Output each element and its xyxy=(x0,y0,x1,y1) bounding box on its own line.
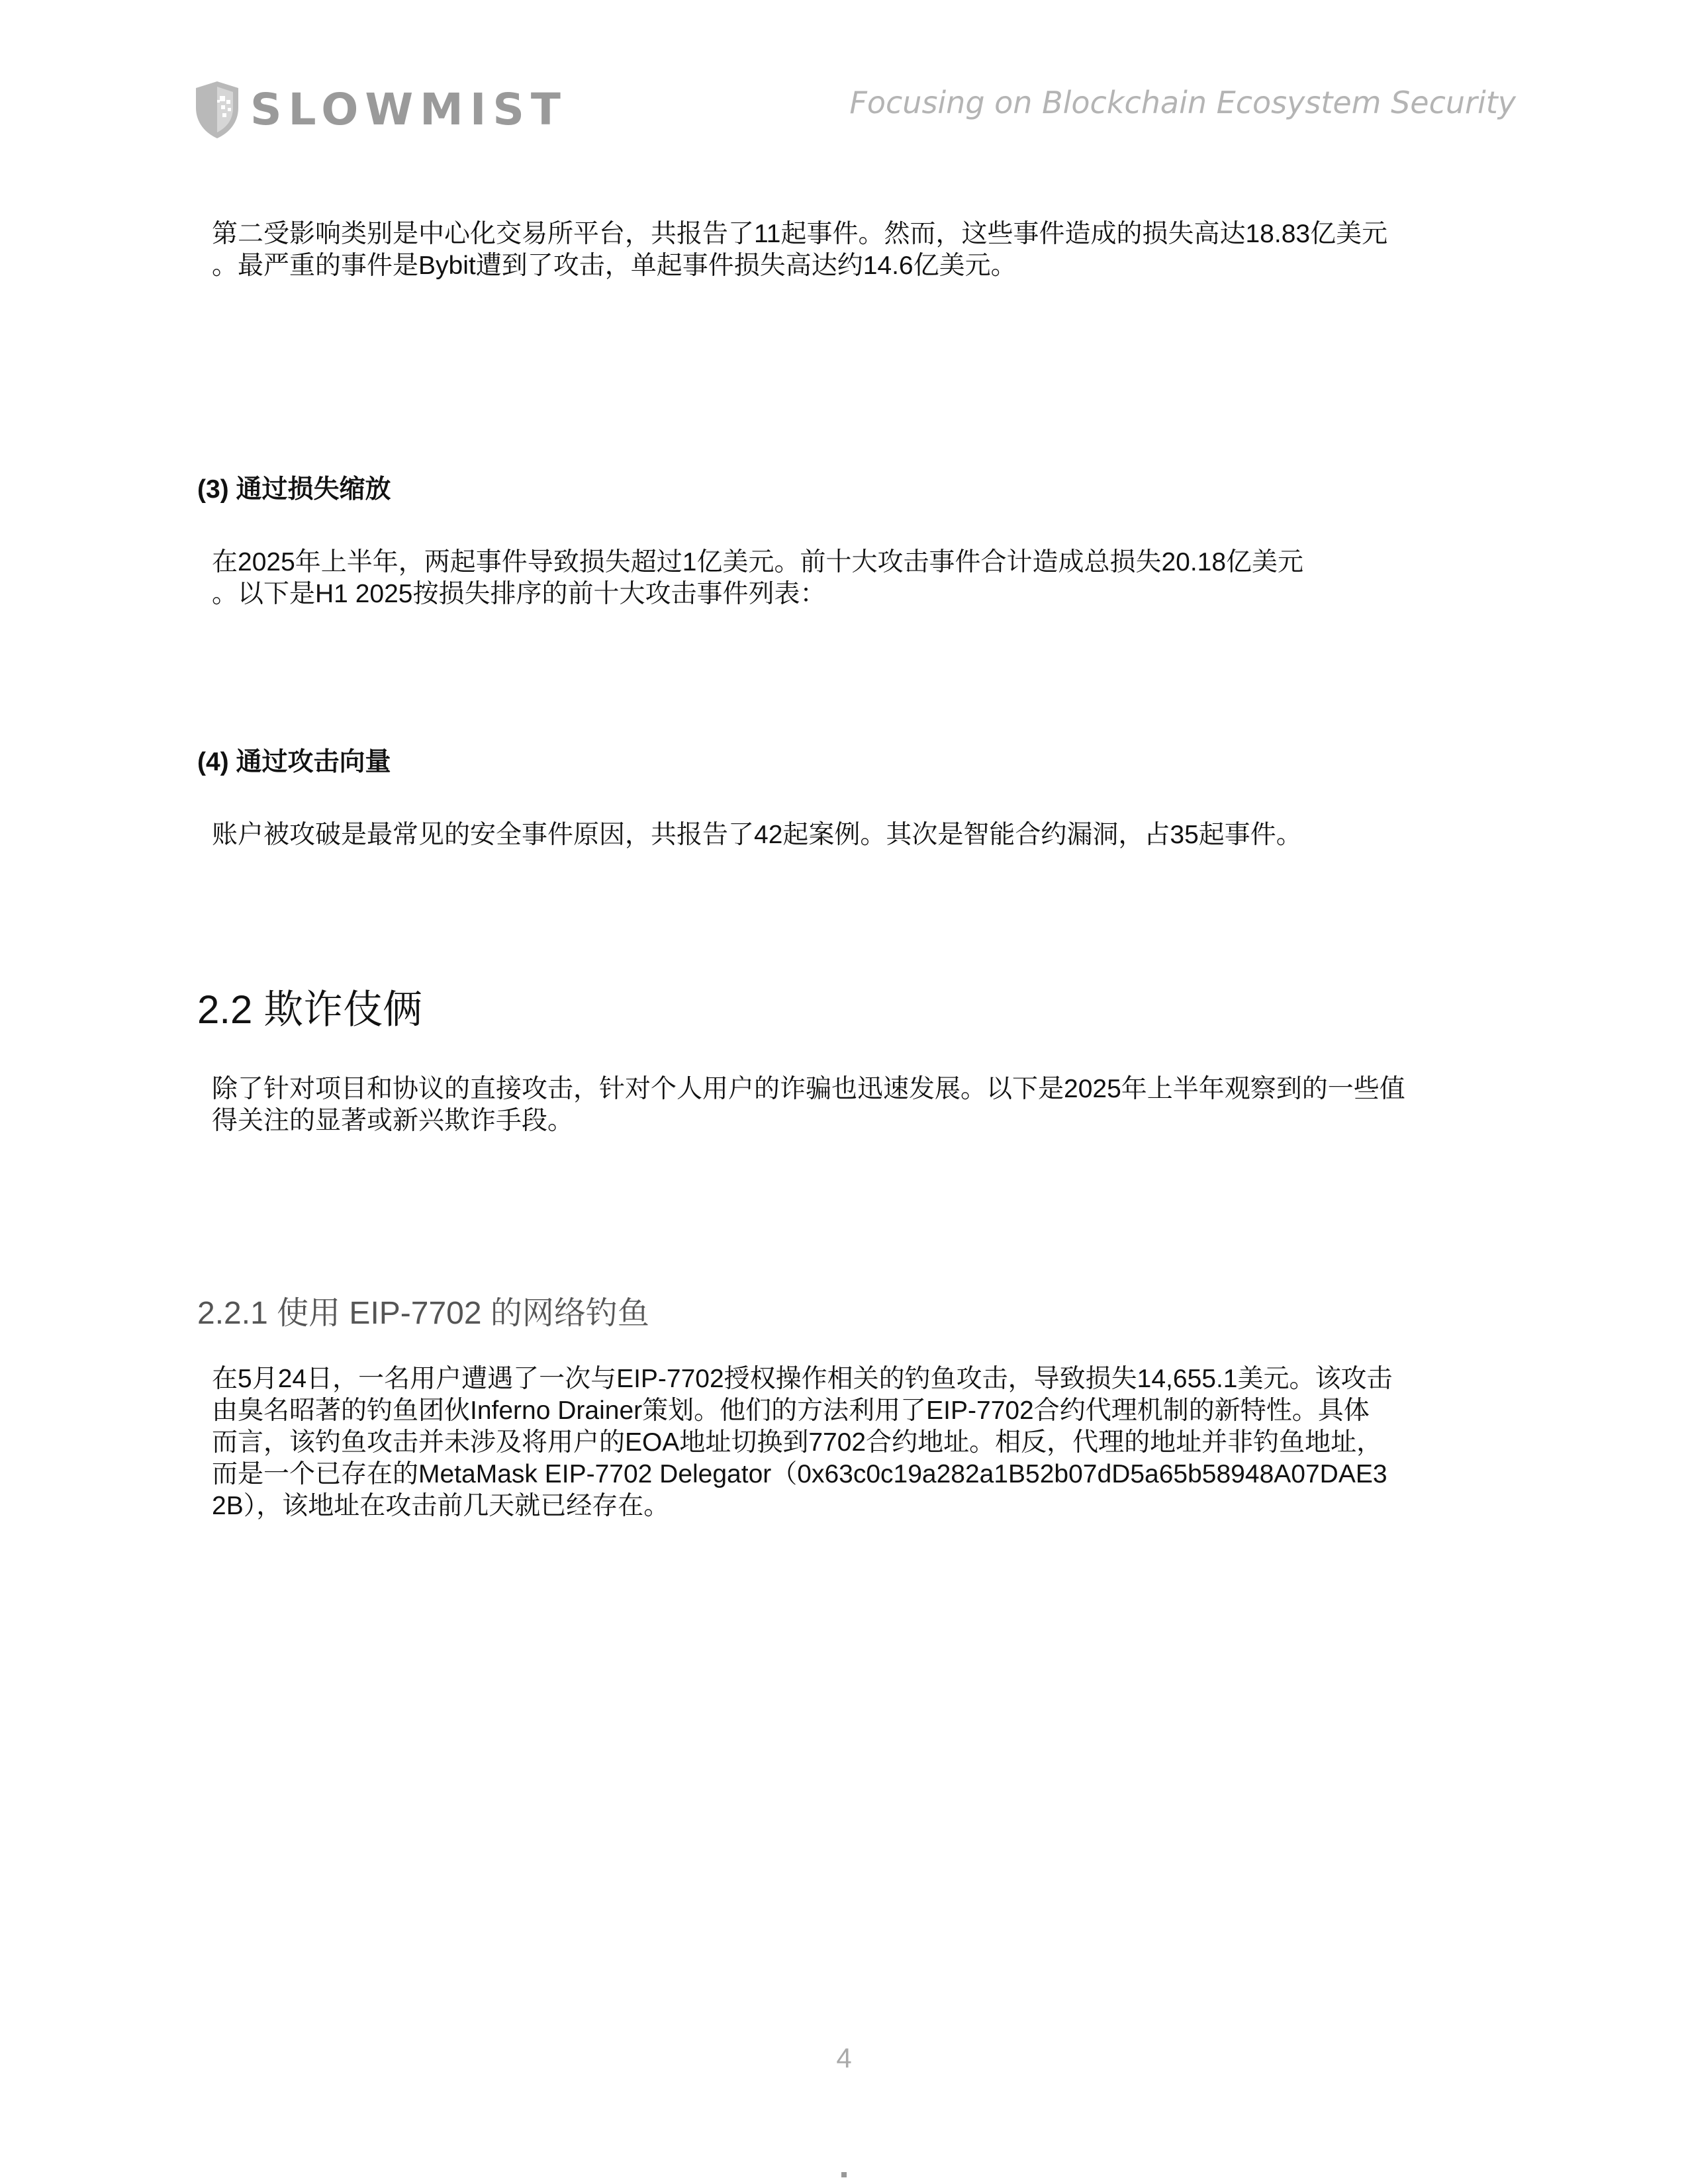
section-heading-by-attack-vector: (4) 通过攻击向量 xyxy=(197,748,391,776)
section-heading-by-loss-scale: (3) 通过损失缩放 xyxy=(197,475,391,504)
text-line: 得关注的显著或新兴欺诈手段。 xyxy=(212,1107,574,1135)
text-line: 账户被攻破是最常见的安全事件原因，共报告了42起案例。其次是智能合约漏洞，占35起事件。 xyxy=(212,821,1302,849)
paragraph-exchange-losses xyxy=(212,218,1470,282)
text-line: 。最严重的事件是Bybit遭到了攻击，单起事件损失高达约14.6亿美元。 xyxy=(212,251,1017,280)
paragraph-fraud-tactics xyxy=(212,1073,1470,1137)
shield-logo-icon xyxy=(193,80,241,140)
text-line: 2B），该地址在攻击前几天就已经存在。 xyxy=(212,1492,670,1520)
text-line: 。以下是H1 2025按损失排序的前十大攻击事件列表： xyxy=(212,580,826,608)
section-heading-fraud-tactics: 2.2 欺诈伎俩 xyxy=(197,987,423,1032)
text-line: 在2025年上半年，两起事件导致损失超过1亿美元。前十大攻击事件合计造成总损失20.18亿美元 xyxy=(212,548,1304,576)
slowmist-logo xyxy=(193,78,567,142)
text-line: 由臭名昭著的钓鱼团伙Inferno Drainer策划。他们的方法利用了EIP-7702合约代理机制的新特性。具体 xyxy=(212,1396,1370,1425)
page-number: 4 xyxy=(836,2042,852,2073)
header-tagline: Focusing on Blockchain Ecosystem Security xyxy=(849,85,1516,120)
paragraph-eip7702-phishing xyxy=(212,1363,1470,1522)
text-line: 而是一个已存在的MetaMask EIP-7702 Delegator（0x63c0c19a282a1B52b07dD5a65b58948A07DAE3 xyxy=(212,1460,1387,1488)
footer-dot xyxy=(841,2172,847,2177)
text-line: 除了针对项目和协议的直接攻击，针对个人用户的诈骗也迅速发展。以下是2025年上半年观察到的一些值 xyxy=(212,1075,1405,1103)
section-heading-eip7702-phishing: 2.2.1 使用 EIP-7702 的网络钓鱼 xyxy=(197,1296,649,1331)
text-line: 而言，该钓鱼攻击并未涉及将用户的EOA地址切换到7702合约地址。相反，代理的地址并非钓鱼地址， xyxy=(212,1428,1383,1457)
text-line: 在5月24日，一名用户遭遇了一次与EIP-7702授权操作相关的钓鱼攻击，导致损失14,655.1美元。该攻击 xyxy=(212,1365,1393,1393)
paragraph-attack-vector xyxy=(212,819,1470,851)
paragraph-loss-scale xyxy=(212,547,1470,610)
text-line: 第二受影响类别是中心化交易所平台，共报告了11起事件。然而，这些事件造成的损失高达18.83亿美元 xyxy=(212,220,1388,248)
logo-wordmark: SLOWMIST xyxy=(250,84,567,135)
